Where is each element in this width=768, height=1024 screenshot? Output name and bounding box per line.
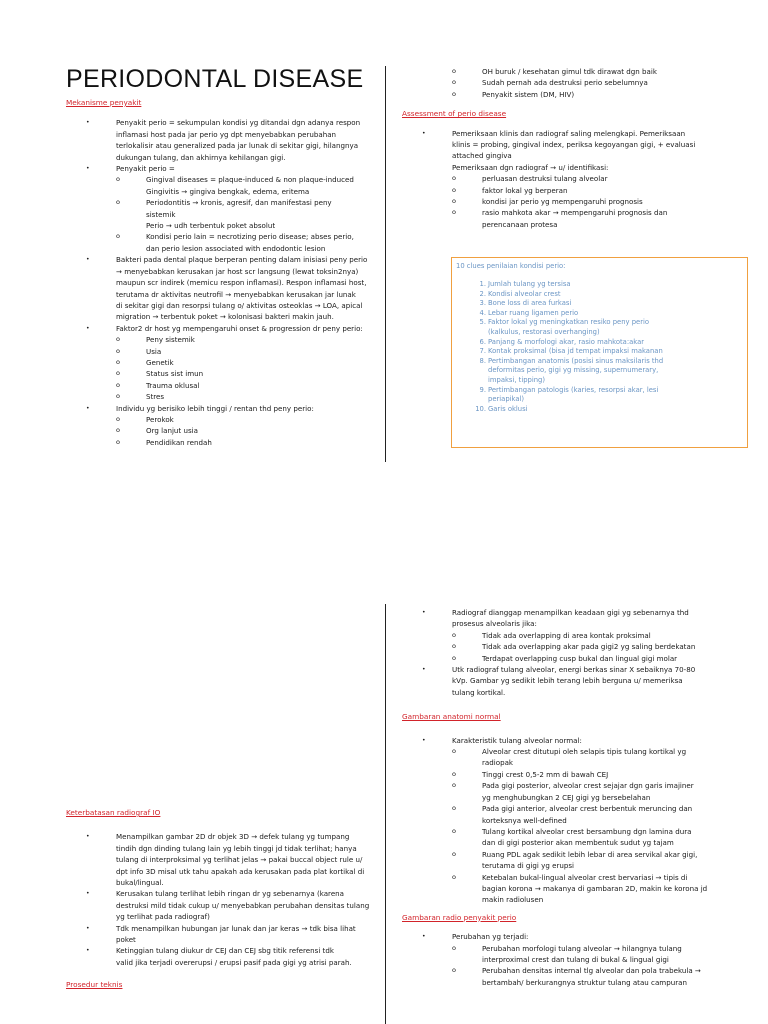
bullet-individu-berisiko: • Individu yg berisiko lebih tinggi / rentan thd peny perio:: [86, 403, 381, 414]
sub-list-item: o Org lanjut usia: [116, 425, 381, 436]
left-column-bottom: [66, 807, 381, 991]
sub-list-item: o OH buruk / kesehatan gimul tdk dirawat dgn baik: [452, 66, 752, 77]
sub-list-item: o Tulang kortikal alveolar crest bersambung dgn lamina dura dan di gigi posterior akan membentuk sudut yg tajam: [452, 826, 752, 849]
column-divider-bottom: [385, 604, 386, 1024]
sub-list-item: o Terdapat overlapping cusp bukal dan lingual gigi molar: [452, 653, 752, 664]
sub-list-item: o Ruang PDL agak sedikit lebih lebar di area servikal akar gigi, terutama di gigi yg erupsi: [452, 849, 752, 872]
radiograf-sublist: [402, 630, 752, 664]
clue-item: 7. Kontak proksimal (bisa jd tempat impaksi makanan: [452, 347, 742, 357]
heading-prosedur-teknis: Prosedur teknis: [66, 980, 123, 990]
clue-number: 3.: [479, 299, 486, 308]
bullet-kerusakan-ringan: • Kerusakan tulang terlihat lebih ringan dr yg sebenarnya (karena destruksi mild tidak cukup u/ menyebabkan perubahan densitas tulang yg terlihat pada radiograf): [86, 888, 381, 922]
clue-item: 1. Jumlah tulang yg tersisa: [452, 280, 742, 290]
sub-list-item: o rasio mahkota akar → mempengaruhi prognosis dan perencanaan protesa: [452, 207, 752, 230]
clue-item: 3. Bone loss di area furkasi: [452, 299, 742, 309]
clue-number: 9.: [479, 385, 486, 394]
clue-item: 4. Lebar ruang ligamen perio: [452, 309, 742, 319]
sub-list-item: o Pada gigi anterior, alveolar crest berbentuk meruncing dan korteksnya well-defined: [452, 803, 752, 826]
faktor-host-sublist: [66, 334, 381, 402]
sub-list-item: o Status sist imun: [116, 368, 381, 379]
bullet-pemeriksaan: • Pemeriksaan klinis dan radiograf saling melengkapi. Pemeriksaan klinis = probing, gingival index, periksa kegoyangan gigi, + evaluasi attached gingiva Pemeriksaan dgn radiograf → u/ identifikasi:: [422, 128, 752, 174]
bullet-gambar-2d: • Menampilkan gambar 2D dr objek 3D → defek tulang yg tumpang tindih dgn dinding tulang lain yg lebih tinggi jd tidak terlihat; hanya tulang di interproksimal yg terlihat jelas → pakai buccal object rule u/ dpt info 3D misal utk tahu apakah ada kerusakan pada plat kortikal di bukal/lingual.: [86, 831, 381, 888]
individu-berisiko-sublist: [66, 414, 381, 448]
bullet-karakteristik: • Karakteristik tulang alveolar normal:: [422, 735, 752, 746]
column-divider-top: [385, 66, 386, 462]
clue-item: 2. Kondisi alveolar crest: [452, 290, 742, 300]
sub-list-item: o Perubahan densitas internal tlg alveolar dan pola trabekula → bertambah/ berkurangnya struktur tulang atau campuran: [452, 965, 752, 988]
clues-list: [452, 280, 742, 414]
sub-list-item: o Pada gigi posterior, alveolar crest sejajar dgn garis imajiner yg menghubungkan 2 CEJ gigi yg bersebelahan: [452, 780, 752, 803]
identifikasi-sublist: [402, 173, 752, 230]
sub-list-item: o Trauma oklusal: [116, 380, 381, 391]
sub-list-item: o Tinggi crest 0,5-2 mm di bawah CEJ: [452, 769, 752, 780]
sub-list-item: o Perokok: [116, 414, 381, 425]
sub-list-item: o Penyakit sistem (DM, HIV): [452, 89, 752, 100]
sub-list-item: o faktor lokal yg berperan: [452, 185, 752, 196]
heading-gambaran-radio: Gambaran radio penyakit perio: [402, 912, 517, 922]
karakteristik-sublist: [402, 746, 752, 906]
sub-list-item: o Periodontitis → kronis, agresif, dan manifestasi peny sistemik Perio → udh terbentuk poket absolut: [116, 197, 381, 231]
sub-list-item: o Gingival diseases = plaque-induced & non plaque-induced Gingivitis → gingiva bengkak, edema, eritema: [116, 174, 381, 197]
bullet-ketinggian-tulang: • Ketinggian tulang diukur dr CEJ dan CEJ sbg titik referensi tdk valid jika terjadi overerupsi / erupsi pasif pada gigi yg atrisi parah.: [86, 945, 381, 968]
sub-list-item: o Tidak ada overlapping di area kontak proksimal: [452, 630, 752, 641]
clue-number: 6.: [479, 337, 486, 346]
sub-list-item: o Usia: [116, 346, 381, 357]
clue-number: 8.: [479, 356, 486, 365]
clue-number: 2.: [479, 289, 486, 298]
page-title: PERIODONTAL DISEASE: [66, 65, 364, 93]
sub-list-item: o perluasan destruksi tulang alveolar: [452, 173, 752, 184]
bullet-penyakit-perio-types: • Penyakit perio =: [86, 163, 381, 174]
clue-item: 9. Pertimbangan patologis (karies, resorpsi akar, lesi periapikal): [452, 386, 742, 405]
sub-list-item: o Ketebalan bukal-lingual alveolar crest bervariasi → tipis di bagian korona → makanya di gambaran 2D, makin ke korona jd makin radiolusen: [452, 872, 752, 906]
sub-list-item: o Alveolar crest ditutupi oleh selapis tipis tulang kortikal yg radiopak: [452, 746, 752, 769]
heading-keterbatasan: Keterbatasan radiograf IO: [66, 808, 161, 817]
bullet-bakteri: • Bakteri pada dental plaque berperan penting dalam inisiasi peny perio → menyebabkan kerusakan jar host scr langsung (lewat toksin2nya) maupun scr indirek (memicu respon inflamasi). Respon inflamasi host, terutama dr aktivitas neutrofil → menyebabkan kerusakan jar lunak di sekitar gigi dan resorpsi tulang o/ aktivitas osteoklas → LOA, apical migration → terbentuk poket → kolonisasi bakteri makin jauh.: [86, 254, 381, 322]
clues-box-title: 10 clues penilaian kondisi perio:: [456, 262, 566, 270]
sub-list-item: o Kondisi perio lain = necrotizing perio disease; abses perio, dan perio lesion associated with endodontic lesion: [116, 231, 381, 254]
right-column-bottom: [402, 607, 752, 988]
bullet-energi-sinar-x: • Utk radiograf tulang alveolar, energi berkas sinar X sebaiknya 70-80 kVp. Gambar yg sedikit lebih terang lebih berguna u/ memeriksa tulang kortikal.: [422, 664, 752, 698]
clue-number: 5.: [479, 318, 486, 327]
clue-number: 4.: [479, 308, 486, 317]
heading-gambaran-anatomi: Gambaran anatomi normal: [402, 712, 501, 722]
heading-assessment: Assessment of perio disease: [402, 109, 507, 119]
risk-factor-sublist: [402, 66, 752, 100]
left-column-top: [66, 97, 381, 448]
bullet-penyakit-perio: • Penyakit perio = sekumpulan kondisi yg ditandai dgn adanya respon inflamasi host pada jar perio yg dpt menyebabkan perubahan terlokalisir atau generalized pada jar lunak di sekitar gigi, hilangnya dukungan tulang, dan akhirnya kehilangan gigi.: [86, 117, 381, 163]
perubahan-sublist: [402, 943, 752, 989]
bullet-jar-lunak-keras: • Tdk menampilkan hubungan jar lunak dan jar keras → tdk bisa lihat poket: [86, 923, 381, 946]
heading-mekanisme: Mekanisme penyakit: [66, 98, 142, 107]
sub-list-item: o Perubahan morfologi tulang alveolar → hilangnya tulang interproximal crest dan tulang di bukal & lingual gigi: [452, 943, 752, 966]
sub-list-item: o Peny sistemik: [116, 334, 381, 345]
clue-item: 6. Panjang & morfologi akar, rasio mahkota:akar: [452, 338, 742, 348]
bullet-perubahan: • Perubahan yg terjadi:: [422, 931, 752, 942]
clues-box: [451, 257, 748, 448]
sub-list-item: o Genetik: [116, 357, 381, 368]
sub-list-item: o Stres: [116, 391, 381, 402]
bullet-radiograf-sebenarnya: • Radiograf dianggap menampilkan keadaan gigi yg sebenarnya thd prosesus alveolaris jika:: [422, 607, 752, 630]
clue-item: 5. Faktor lokal yg meningkatkan resiko peny perio (kalkulus, restorasi overhanging): [452, 318, 742, 337]
right-column-top: [402, 66, 752, 230]
sub-list-item: o kondisi jar perio yg mempengaruhi prognosis: [452, 196, 752, 207]
sub-list-item: o Pendidikan rendah: [116, 437, 381, 448]
clue-number: 7.: [479, 347, 486, 356]
clue-number: 10.: [475, 404, 486, 413]
clue-item: 10. Garis oklusi: [452, 405, 742, 415]
penyakit-perio-sublist: [66, 174, 381, 254]
clue-item: 8. Pertimbangan anatomis (posisi sinus maksilaris thd deformitas perio, gigi yg missing, supernumerary, impaksi, tipping): [452, 357, 742, 386]
clue-number: 1.: [479, 280, 486, 288]
sub-list-item: o Sudah pernah ada destruksi perio sebelumnya: [452, 77, 752, 88]
bullet-faktor-host: • Faktor2 dr host yg mempengaruhi onset & progression dr peny perio:: [86, 323, 381, 334]
sub-list-item: o Tidak ada overlapping akar pada gigi2 yg saling berdekatan: [452, 641, 752, 652]
